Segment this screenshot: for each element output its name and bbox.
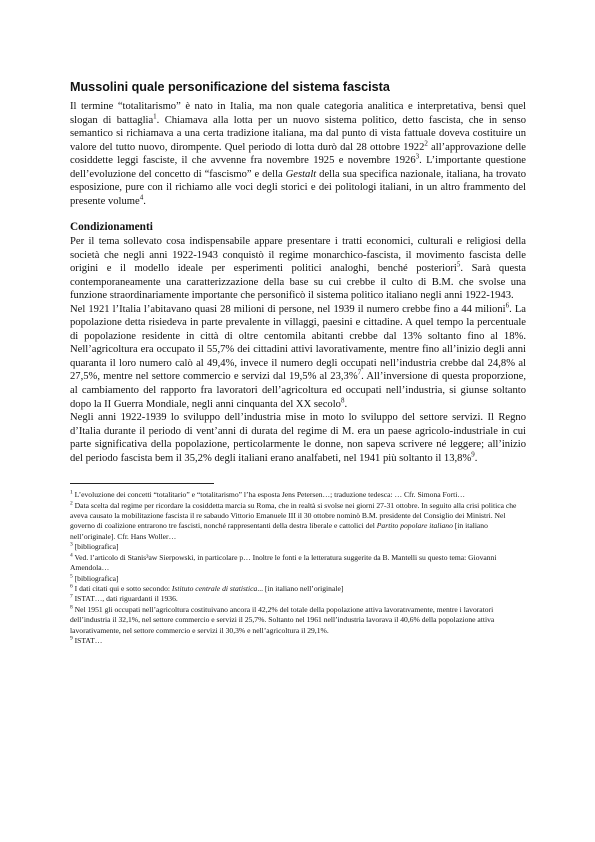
italic-term: Gestalt xyxy=(285,168,317,180)
footnote-number: 9 xyxy=(70,635,73,642)
italic-term: Partito popolare italiano xyxy=(376,521,453,531)
text: . Sarà questa contemporaneamente una caratterizzazione della base su cui crebbe il culto di B.M. che svolse una funzione straordinariamente importante che personificò il sistema politico italiano negli anni 1922-1943. xyxy=(70,263,526,302)
footnote-number: 1 xyxy=(70,489,73,496)
footnote-number: 8 xyxy=(70,604,73,611)
section-heading: Condizionamenti xyxy=(70,221,153,234)
footnote-ref: 2 xyxy=(424,139,428,148)
footnote-ref: 3 xyxy=(415,152,420,161)
text: . L’importante questione dell’evoluzione del concetto di “fascismo” e della xyxy=(70,155,526,180)
footnote-ref: 4 xyxy=(139,193,144,202)
text: . xyxy=(344,398,348,410)
footnote-separator xyxy=(70,483,214,484)
footnote-4 xyxy=(70,553,526,574)
footnote-number: 5 xyxy=(70,572,73,579)
footnote-text: [bibliografica] xyxy=(72,542,119,552)
text: Negli anni 1922-1939 lo sviluppo dell’industria mise in moto lo sviluppo del settore servizi. Il Regno d’Italia durante il periodo di vent’anni di durata del regime di M. era un paese agricolo-industriale in cui parte significativa della popolazione, perticolarmente le donne, non sapeva scrivere né leggere; all’inizio del periodo fascista bem il 35,2% degli italiani erano analfabeti, nel 1941 più soltanto il 13,8% xyxy=(70,412,526,464)
footnote-6 xyxy=(70,584,526,594)
paragraph-1 xyxy=(70,235,526,303)
footnote-7 xyxy=(70,594,526,604)
paragraph-2 xyxy=(70,303,526,411)
text: . xyxy=(143,195,146,207)
footnote-ref: 8 xyxy=(340,396,345,404)
footnote-ref: 1 xyxy=(153,112,157,121)
footnote-text: L’evoluzione dei concetti “totalitario” e “totalitarismo” l’ha esposta Jens Petersen…; traduzione tedesca: … Cfr. Simona Forti… xyxy=(72,490,465,500)
footnote-ref: 9 xyxy=(471,450,475,459)
footnote-ref: 5 xyxy=(456,260,461,269)
footnote-ref: 7 xyxy=(357,368,362,377)
footnote-5 xyxy=(70,574,526,584)
paragraph-3 xyxy=(70,411,526,465)
text: . La popolazione detta risiedeva in parte prevalente in villaggi, paesini e cittadine. A quel tempo la percentuale di popolazione residente in città di oltre centomila abitanti crebbe dal 13% soltanto fino al 18%. Nell’agricoltura era occupato il 55,7% dei cittadini attivi lavorativamente, mentre fino all’inizio degli anni quaranta il loro numero calò al 49,4%, invece il numero degli occupati nell’industria crebbe dal 24,8% al 27,5%, mentre nel settore commercio e servizi dal 19,5% al 23,3% xyxy=(70,303,526,383)
footnote-number: 6 xyxy=(70,583,73,590)
text: Per il tema sollevato cosa indispensabile appare presentare i tratti economici, culturali e religiosi della società che negli anni 1922-1943 conquistò il regime monarchico-fascista, il movimento fascista delle origini e il modello ideale per esperimenti politici analoghi, benché posteriori xyxy=(70,235,526,275)
italic-term: Istituto centrale di statistica xyxy=(171,583,258,593)
footnote-text: I dati citati qui e sotto secondo: xyxy=(72,583,172,593)
document-page xyxy=(70,80,526,646)
footnote-number: 3 xyxy=(70,541,73,548)
footnote-number: 4 xyxy=(70,552,73,559)
footnote-ref: 6 xyxy=(505,301,510,310)
intro-paragraph xyxy=(70,100,526,208)
text: . xyxy=(474,452,478,464)
section-title: Mussolini quale personificazione del sistema fascista xyxy=(70,80,390,94)
footnote-1 xyxy=(70,490,526,500)
text: Il termine “totalitarismo” è nato in Italia, ma non quale categoria analitica e interpretativa, bensì quel slogan di battaglia xyxy=(70,101,526,126)
footnote-text: Nel 1951 gli occupati nell’agricoltura costituivano ancora il 42,2% del totale della popolazione attiva lavoratıvamente, mentre i lavoratori dell’industria il 32,1%, nel settore commercio e servizi il 25,7%. Soltanto nel 1961 nell’industria lavorava il 40,6% della popolazione attiva lavorativamente, nel settore commercio e servizi il 30,3% e nell’agricoltura il 29,1%. xyxy=(70,604,495,635)
text: . Chiamava alla lotta per un nuovo sistema politico, detto fascista, che in senso semantico si richiamava a una certa tradizione italiana, ma dal punto di vista fattuale doveva costituire un valore del tutto nuovo, dirompente. Quel periodo di lotta durò dal 28 ottobre 1922 xyxy=(70,114,527,153)
footnote-number: 2 xyxy=(70,500,73,507)
footnote-9 xyxy=(70,636,526,646)
footnote-text: Ved. l’articolo di Stanis³aw Sierpowski, in particolare p… Inoltre le fonti e la letteratura suggerite da B. Mantelli su questo tema: Giovanni Amendola… xyxy=(70,552,497,573)
footnote-text: ISTAT…, dati riguardanti il 1936. xyxy=(72,594,178,604)
footnote-number: 7 xyxy=(70,593,73,600)
text: all’approvazione delle cosiddette leggi fasciste, il che avvenne fra novembre 1925 e novembre 1926 xyxy=(70,141,526,167)
footnote-text: [bibliografica] xyxy=(72,573,119,583)
text: . All’inversione di questa proporzione, al cambiamento del rapporto fra lavoratori dell’agricoltura ed occupati nell’industria, si giunse soltanto dopo la II Guerra Mondiale, negli anni cinquanta del XX secolo xyxy=(70,371,526,410)
footnote-text: [in italiano nell’originale]. Cfr. Hans Woller… xyxy=(70,521,488,541)
footnote-text: ISTAT… xyxy=(72,635,103,645)
footnote-text: ... [in italiano nell’originale] xyxy=(257,583,344,593)
text: della sua specifica nazionale, italiana, ha trovato esposizione, pure con il richiamo alle voci degli storici e dei politologi italiani, in un altro frammento del presente volume xyxy=(70,168,526,207)
footnote-3 xyxy=(70,542,526,552)
text: Nel 1921 l’Italia l’abitavano quasi 28 milioni di persone, nel 1939 il numero crebbe fino a 44 milioni xyxy=(70,303,506,315)
footnote-2 xyxy=(70,501,526,543)
footnote-text: Data scelta dal regime per ricordare la cosiddetta marcia su Roma, che in realtà si svolse nei giorni 27-31 ottobre. In seguito alla crisi politica che aveva causato la mobilitazione fascista il re sabaudo Vittorio Emanuele III il 30 ottobre nominò B.M. presidente del Consiglio dei Ministri. Nel governo di coalizione entrarono tre fascisti, nonché rappresentanti della destra liberale e cattolici del xyxy=(70,500,517,531)
footnote-8 xyxy=(70,605,526,636)
